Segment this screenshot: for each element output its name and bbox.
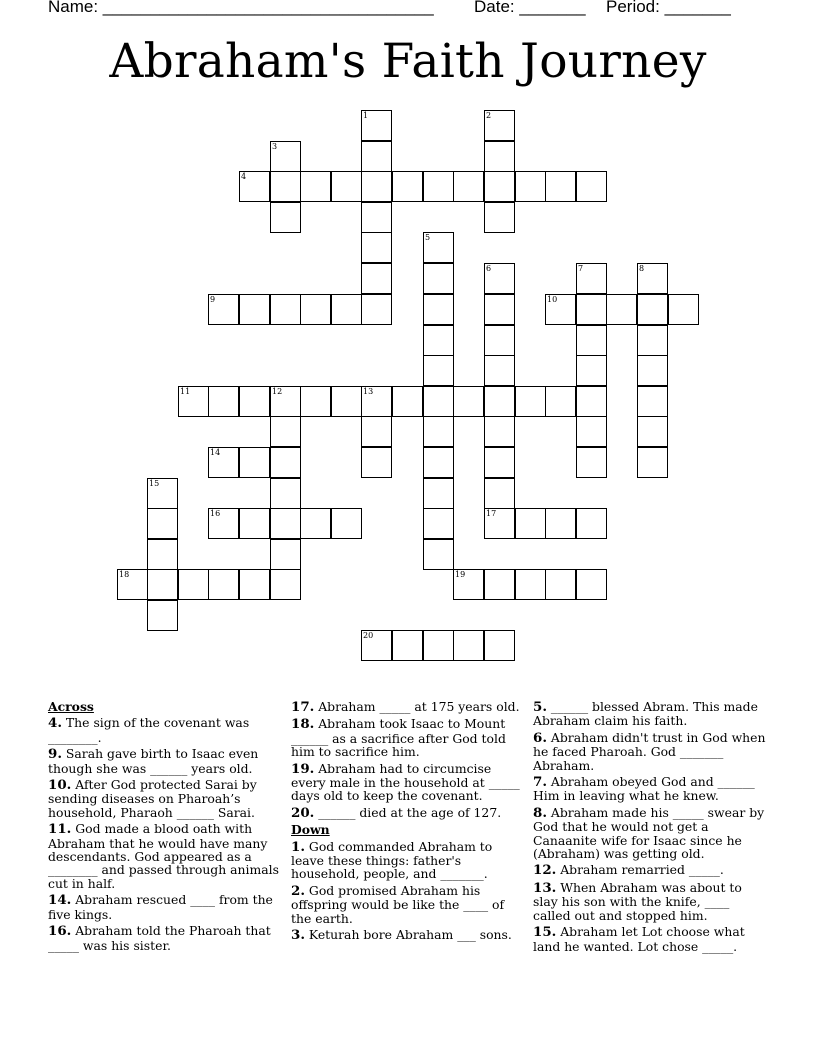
crossword-cell[interactable] (270, 508, 301, 539)
clue-text: ______ died at the age of 127. (314, 804, 502, 820)
clue-text: Abraham had to circumcise every male in the household at _____ days old to keep the covenant. (291, 760, 520, 804)
clue-item (48, 924, 280, 952)
clue-item (291, 884, 523, 925)
crossword-cell[interactable] (515, 386, 546, 417)
clue-number-label: 8 (639, 264, 645, 273)
crossword-cell[interactable] (637, 416, 668, 447)
crossword-cell[interactable] (361, 447, 392, 478)
clue-item (533, 775, 769, 803)
clue-text: When Abraham was about to slay his son with the knife, ____ called out and stopped him. (533, 879, 742, 923)
crossword-cell[interactable] (637, 386, 668, 417)
crossword-cell[interactable] (392, 171, 423, 202)
clue-number-label: 9 (210, 295, 216, 304)
crossword-cell[interactable] (361, 263, 392, 294)
crossword-cell[interactable] (361, 202, 392, 233)
clue-number-label: 16 (210, 509, 221, 518)
clue-number-label: 13 (363, 387, 374, 396)
crossword-cell[interactable] (208, 569, 239, 600)
clue-text: After God protected Sarai by sending diseases on Pharoah’s household, Pharaoh ______ Sarai. (48, 777, 257, 820)
clue-item (291, 928, 523, 942)
crossword-cell[interactable] (576, 386, 607, 417)
crossword-cell[interactable] (484, 569, 515, 600)
crossword-cell[interactable] (576, 355, 607, 386)
crossword-cell[interactable] (453, 386, 484, 417)
crossword-cell[interactable] (576, 294, 607, 325)
clue-number-label: 19 (455, 570, 466, 579)
crossword-cell[interactable] (545, 171, 576, 202)
crossword-cell[interactable] (545, 386, 576, 417)
clue-number-label: 5 (425, 233, 431, 242)
crossword-cell[interactable] (270, 294, 301, 325)
clue-number: 14. (48, 892, 72, 909)
crossword-cell[interactable] (484, 141, 515, 172)
crossword-cell[interactable] (270, 447, 301, 478)
clue-text: Abraham remarried _____. (556, 862, 724, 878)
clue-number: 9. (48, 746, 62, 763)
crossword-cell[interactable] (331, 386, 362, 417)
crossword-cell[interactable] (423, 263, 454, 294)
clue-column-1 (48, 700, 280, 955)
crossword-cell[interactable] (392, 386, 423, 417)
clue-text: ______ blessed Abram. This made Abraham claim his faith. (533, 699, 758, 729)
crossword-cell[interactable] (606, 294, 637, 325)
crossword-cell[interactable] (637, 325, 668, 356)
crossword-cell[interactable] (423, 478, 454, 509)
clue-column-2 (291, 700, 523, 946)
crossword-cell[interactable] (300, 386, 331, 417)
crossword-cell[interactable] (515, 508, 546, 539)
crossword-cell[interactable] (484, 447, 515, 478)
crossword-cell[interactable] (668, 294, 699, 325)
crossword-cell[interactable] (147, 508, 178, 539)
clue-number-label: 7 (578, 264, 584, 273)
clue-number-label: 3 (272, 142, 278, 151)
clue-number: 1. (291, 838, 305, 855)
clue-number: 5. (533, 699, 547, 715)
clue-number: 20. (291, 804, 315, 821)
crossword-cell[interactable] (331, 294, 362, 325)
clue-number: 4. (48, 715, 62, 732)
clue-number-label: 15 (149, 479, 160, 488)
crossword-cell[interactable] (239, 508, 270, 539)
clue-item (533, 731, 769, 772)
clue-item (48, 716, 280, 744)
clue-item (533, 700, 769, 728)
crossword-cell[interactable] (270, 171, 301, 202)
crossword-cell[interactable] (270, 569, 301, 600)
clue-number-label: 6 (486, 264, 492, 273)
crossword-cell[interactable] (300, 171, 331, 202)
clue-number: 6. (533, 729, 547, 746)
crossword-cell[interactable] (361, 171, 392, 202)
crossword-cell[interactable] (423, 355, 454, 386)
clue-item (48, 893, 280, 921)
clue-item (291, 762, 523, 803)
crossword-cell[interactable] (484, 325, 515, 356)
across-heading: Across (48, 699, 94, 714)
crossword-cell[interactable] (637, 294, 668, 325)
crossword-cell[interactable] (423, 539, 454, 570)
clue-number-label: 11 (180, 387, 191, 396)
clue-number: 12. (533, 862, 557, 879)
crossword-cell[interactable] (545, 569, 576, 600)
crossword-cell[interactable] (576, 325, 607, 356)
crossword-cell[interactable] (484, 386, 515, 417)
clue-item (533, 863, 769, 877)
crossword-cell[interactable] (147, 600, 178, 631)
clue-column-3 (533, 700, 769, 956)
clue-number: 2. (291, 882, 305, 899)
clue-text: Abraham obeyed God and ______ Him in leaving what he knew. (533, 774, 755, 804)
crossword-cell[interactable] (300, 508, 331, 539)
clue-number: 18. (291, 716, 315, 733)
crossword-cell[interactable] (423, 171, 454, 202)
crossword-cell[interactable] (270, 539, 301, 570)
clue-text: Abraham rescued ____ from the five kings. (48, 892, 273, 922)
clue-number: 3. (291, 927, 305, 944)
clue-item (533, 881, 769, 922)
crossword-cell[interactable] (361, 416, 392, 447)
crossword-cell[interactable] (576, 171, 607, 202)
crossword-cell[interactable] (484, 355, 515, 386)
clue-text: Keturah bore Abraham ___ sons. (304, 927, 512, 943)
crossword-cell[interactable] (453, 171, 484, 202)
crossword-cell[interactable] (270, 202, 301, 233)
crossword-cell[interactable] (423, 325, 454, 356)
clue-text: Abraham didn't trust in God when he faced Pharoah. God _______ Abraham. (533, 729, 766, 773)
clue-item (48, 747, 280, 775)
crossword-cell[interactable] (484, 202, 515, 233)
clue-number-label: 17 (486, 509, 497, 518)
crossword-cell[interactable] (147, 569, 178, 600)
crossword-cell[interactable] (423, 630, 454, 661)
clue-text: Abraham made his _____ swear by God that he would not get a Canaanite wife for Isaac since he (Abraham) was getting old. (533, 804, 765, 862)
crossword-cell[interactable] (576, 416, 607, 447)
crossword-cell[interactable] (178, 569, 209, 600)
clue-text: Abraham told the Pharoah that _____ was his sister. (48, 923, 271, 953)
clue-number-label: 20 (363, 631, 374, 640)
crossword-cell[interactable] (637, 355, 668, 386)
clue-item (533, 925, 769, 953)
down-heading: Down (291, 822, 330, 838)
clue-text: God promised Abraham his offspring would be like the ____ of the earth. (291, 882, 505, 926)
crossword-cell[interactable] (423, 508, 454, 539)
crossword-cell[interactable] (453, 630, 484, 661)
clue-number-label: 10 (547, 295, 558, 304)
crossword-cell[interactable] (423, 416, 454, 447)
crossword-cell[interactable] (515, 171, 546, 202)
clue-number: 16. (48, 923, 72, 940)
clue-number: 8. (533, 804, 547, 821)
crossword-cell[interactable] (576, 508, 607, 539)
clue-text: Abraham took Isaac to Mount ______ as a sacrifice after God told him to sacrifice him. (291, 716, 506, 760)
name-field[interactable]: Name: ___________________________________ (48, 0, 434, 16)
clue-number-label: 2 (486, 111, 492, 120)
crossword-cell[interactable] (331, 508, 362, 539)
crossword-cell[interactable] (239, 447, 270, 478)
clue-number-label: 1 (363, 111, 369, 120)
crossword-cell[interactable] (423, 447, 454, 478)
clue-number: 7. (533, 774, 547, 791)
clue-number: 19. (291, 760, 315, 777)
clue-number: 17. (291, 699, 315, 715)
clue-number-label: 18 (119, 570, 130, 579)
crossword-cell[interactable] (637, 447, 668, 478)
crossword-cell[interactable] (423, 294, 454, 325)
clue-text: God commanded Abraham to leave these things: father's household, people, and _______. (291, 838, 493, 882)
clue-number: 10. (48, 777, 72, 794)
crossword-cell[interactable] (484, 171, 515, 202)
crossword-cell[interactable] (576, 569, 607, 600)
page-title: Abraham's Faith Journey (109, 34, 707, 89)
clue-text: Abraham _____ at 175 years old. (314, 699, 520, 714)
clue-text: God made a blood oath with Abraham that he would have many descendants. God appeared as a ________ and passed through animals cut in half. (48, 821, 279, 891)
crossword-cell[interactable] (270, 416, 301, 447)
crossword-cell[interactable] (484, 630, 515, 661)
crossword-cell[interactable] (331, 171, 362, 202)
period-field[interactable]: Period: _______ (606, 0, 731, 16)
clue-item (48, 778, 280, 819)
clue-number: 13. (533, 879, 557, 896)
crossword-cell[interactable] (239, 386, 270, 417)
clue-number-label: 14 (210, 448, 221, 457)
clue-number-label: 12 (272, 387, 283, 396)
clue-text: The sign of the covenant was ________. (48, 715, 250, 745)
crossword-cell[interactable] (545, 508, 576, 539)
crossword-cell[interactable] (576, 447, 607, 478)
clue-number: 11. (48, 821, 72, 838)
crossword-cell[interactable] (423, 386, 454, 417)
crossword-cell[interactable] (515, 569, 546, 600)
clue-item (533, 806, 769, 861)
crossword-cell[interactable] (361, 141, 392, 172)
clue-number-label: 4 (241, 172, 247, 181)
date-field[interactable]: Date: _______ (474, 0, 586, 16)
crossword-cell[interactable] (392, 630, 423, 661)
crossword-cell[interactable] (208, 386, 239, 417)
crossword-cell[interactable] (361, 232, 392, 263)
crossword-cell[interactable] (239, 294, 270, 325)
clue-item (291, 806, 523, 820)
crossword-cell[interactable] (484, 416, 515, 447)
clue-item (291, 700, 523, 714)
crossword-cell[interactable] (484, 478, 515, 509)
crossword-cell[interactable] (147, 539, 178, 570)
crossword-cell[interactable] (300, 294, 331, 325)
crossword-cell[interactable] (484, 294, 515, 325)
clue-item (291, 717, 523, 758)
clue-number: 15. (533, 924, 557, 941)
clue-text: Sarah gave birth to Isaac even though she was ______ years old. (48, 746, 259, 776)
crossword-cell[interactable] (361, 294, 392, 325)
clue-item (48, 822, 280, 890)
crossword-cell[interactable] (270, 478, 301, 509)
clue-text: Abraham let Lot choose what land he wanted. Lot chose _____. (533, 924, 745, 954)
clue-item (291, 840, 523, 881)
crossword-cell[interactable] (239, 569, 270, 600)
